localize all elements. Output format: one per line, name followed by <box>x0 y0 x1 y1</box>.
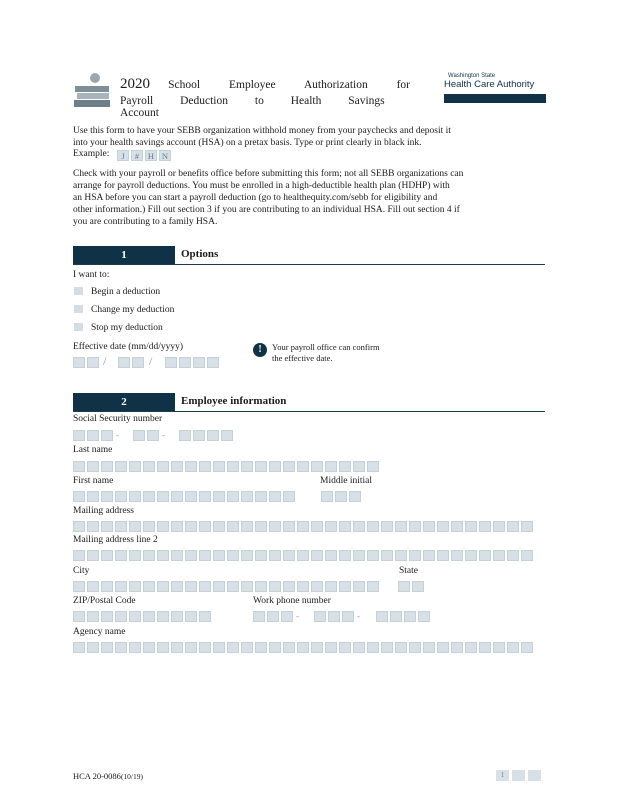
mailing-address-field[interactable] <box>73 521 533 532</box>
char-box <box>199 521 211 532</box>
char-box <box>255 550 267 561</box>
char-box <box>381 642 393 653</box>
char-box <box>241 581 253 592</box>
char-box <box>129 521 141 532</box>
effective-date-note: Your payroll office can confirm the effective date. <box>272 342 380 363</box>
char-box <box>325 581 337 592</box>
char-box <box>101 550 113 561</box>
char-box <box>395 550 407 561</box>
char-box <box>143 642 155 653</box>
phone-separator: - <box>357 611 360 621</box>
state-field[interactable] <box>398 581 424 592</box>
char-box <box>73 611 85 622</box>
ssn-part-1-field[interactable] <box>73 430 113 441</box>
page-number: 1 <box>496 770 509 781</box>
char-box <box>451 521 463 532</box>
char-box <box>171 521 183 532</box>
char-box <box>521 642 533 653</box>
char-box <box>269 491 281 502</box>
char-box <box>129 461 141 472</box>
i-want-to-label: I want to: <box>73 270 110 280</box>
char-box <box>493 550 505 561</box>
char-box <box>73 491 85 502</box>
logo-state: Washington State <box>448 73 496 79</box>
char-box <box>409 550 421 561</box>
char-box <box>171 611 183 622</box>
page-marker <box>528 770 541 781</box>
char-box <box>283 521 295 532</box>
char-box <box>143 581 155 592</box>
char-box <box>507 521 519 532</box>
char-box <box>437 521 449 532</box>
zip-label: ZIP/Postal Code <box>73 596 136 606</box>
char-box <box>213 642 225 653</box>
char-box <box>115 491 127 502</box>
char-box <box>171 642 183 653</box>
middle-initial-field[interactable] <box>321 491 361 502</box>
char-box <box>381 550 393 561</box>
char-box <box>423 550 435 561</box>
char-box <box>381 521 393 532</box>
example-box: H <box>145 150 157 161</box>
char-box <box>143 461 155 472</box>
char-box <box>465 550 477 561</box>
char-box <box>255 521 267 532</box>
page-marker <box>512 770 525 781</box>
char-box <box>297 461 309 472</box>
char-box <box>87 461 99 472</box>
logo-name: Health Care Authority <box>444 79 535 90</box>
char-box <box>87 611 99 622</box>
char-box <box>255 491 267 502</box>
hca-logo <box>444 73 546 109</box>
intro-paragraph-1: Use this form to have your SEBB organization withhold money from your paychecks and deposit it into your health savings account (HSA) on a pretax basis. Type or print clearly in black ink. <box>73 126 451 148</box>
char-box <box>101 581 113 592</box>
char-box <box>297 642 309 653</box>
char-box <box>409 521 421 532</box>
section-2-header <box>73 393 545 412</box>
char-box <box>199 581 211 592</box>
char-box <box>157 491 169 502</box>
form-year: 2020 <box>120 76 150 92</box>
char-box <box>227 521 239 532</box>
char-box <box>129 642 141 653</box>
char-box <box>269 550 281 561</box>
char-box <box>241 550 253 561</box>
char-box <box>115 461 127 472</box>
char-box <box>227 642 239 653</box>
char-box <box>157 461 169 472</box>
ssn-separator: - <box>116 430 119 440</box>
char-box <box>437 550 449 561</box>
char-box <box>325 550 337 561</box>
char-box <box>339 521 351 532</box>
char-box <box>465 521 477 532</box>
char-box <box>185 581 197 592</box>
char-box <box>325 461 337 472</box>
char-box <box>367 642 379 653</box>
char-box <box>507 642 519 653</box>
char-box <box>73 461 85 472</box>
char-box <box>185 550 197 561</box>
char-box <box>185 491 197 502</box>
char-box <box>143 491 155 502</box>
mailing-address-label: Mailing address <box>73 506 134 516</box>
char-box <box>339 550 351 561</box>
ssn-separator: - <box>162 430 165 440</box>
char-box <box>157 550 169 561</box>
char-box <box>367 581 379 592</box>
char-box <box>367 550 379 561</box>
char-box <box>129 550 141 561</box>
char-box <box>311 581 323 592</box>
char-box <box>241 642 253 653</box>
char-box <box>227 581 239 592</box>
char-box <box>129 491 141 502</box>
char-box <box>311 521 323 532</box>
effective-date-label: Effective date (mm/dd/yyyy) <box>73 342 184 352</box>
example-box: N <box>159 150 171 161</box>
intro-paragraph-2: Check with your payroll or benefits office before submitting this form; not all SEBB organizations can arrange for payroll deductions. You must be enrolled in a high-deductible health plan (HDHP) with an HSA before you can start a payroll deduction (go to healthequity.com/sebb for eligibility and other information.) Fill out section 3 if you are contributing to an individual HSA. Fill out section 4 if you are contributing to a family HSA. <box>73 169 464 227</box>
char-box <box>227 491 239 502</box>
char-box <box>87 491 99 502</box>
char-box <box>241 521 253 532</box>
char-box <box>73 521 85 532</box>
char-box <box>395 521 407 532</box>
char-box <box>325 521 337 532</box>
char-box <box>479 642 491 653</box>
phone-prefix-field[interactable] <box>314 611 354 622</box>
char-box <box>199 461 211 472</box>
city-field[interactable] <box>73 581 379 592</box>
char-box <box>157 581 169 592</box>
char-box <box>339 642 351 653</box>
char-box <box>493 642 505 653</box>
phone-separator: - <box>296 611 299 621</box>
char-box <box>73 581 85 592</box>
char-box <box>213 461 225 472</box>
char-box <box>157 611 169 622</box>
city-label: City <box>73 566 90 576</box>
effective-date-month-field[interactable] <box>73 357 99 368</box>
char-box <box>283 491 295 502</box>
example-boxes <box>117 150 171 161</box>
char-box <box>423 521 435 532</box>
middle-initial-label: Middle initial <box>320 476 372 486</box>
char-box <box>199 491 211 502</box>
char-box <box>157 521 169 532</box>
char-box <box>241 491 253 502</box>
stop-deduction-label: Stop my deduction <box>91 323 163 333</box>
char-box <box>395 642 407 653</box>
char-box <box>353 581 365 592</box>
char-box <box>255 642 267 653</box>
char-box <box>101 611 113 622</box>
char-box <box>87 550 99 561</box>
char-box <box>227 550 239 561</box>
char-box <box>423 642 435 653</box>
example-label: Example: <box>73 149 110 159</box>
char-box <box>283 642 295 653</box>
char-box <box>339 461 351 472</box>
char-box <box>283 581 295 592</box>
char-box <box>115 611 127 622</box>
section-2-title: Employee information <box>181 395 287 407</box>
char-box <box>353 521 365 532</box>
char-box <box>213 521 225 532</box>
first-name-field[interactable] <box>73 491 295 502</box>
char-box <box>269 461 281 472</box>
char-box <box>143 611 155 622</box>
char-box <box>367 461 379 472</box>
agency-name-label: Agency name <box>73 627 126 637</box>
char-box <box>507 550 519 561</box>
char-box <box>269 642 281 653</box>
char-box <box>73 550 85 561</box>
char-box <box>269 581 281 592</box>
char-box <box>129 581 141 592</box>
title-line-1: School Employee Authorization for <box>168 79 410 91</box>
form-title <box>120 76 420 119</box>
char-box <box>255 581 267 592</box>
stop-deduction-checkbox[interactable] <box>74 323 83 331</box>
char-box <box>101 491 113 502</box>
first-name-label: First name <box>73 476 114 486</box>
last-name-field[interactable] <box>73 461 379 472</box>
char-box <box>185 521 197 532</box>
effective-date-year-field[interactable] <box>165 357 219 368</box>
char-box <box>115 521 127 532</box>
hca-apple-books-icon <box>73 72 113 112</box>
section-2-number: 2 <box>73 393 175 411</box>
char-box <box>311 461 323 472</box>
phone-line-field[interactable] <box>376 611 430 622</box>
form-id: HCA 20-0086(10/19) <box>73 771 144 781</box>
char-box <box>213 581 225 592</box>
char-box <box>101 642 113 653</box>
char-box <box>129 611 141 622</box>
last-name-label: Last name <box>73 445 113 455</box>
char-box <box>255 461 267 472</box>
ssn-part-2-field[interactable] <box>133 430 159 441</box>
char-box <box>73 642 85 653</box>
char-box <box>269 521 281 532</box>
char-box <box>451 550 463 561</box>
phone-area-field[interactable] <box>253 611 293 622</box>
char-box <box>185 642 197 653</box>
char-box <box>521 521 533 532</box>
char-box <box>479 550 491 561</box>
char-box <box>311 550 323 561</box>
char-box <box>185 461 197 472</box>
section-1-header <box>73 246 545 265</box>
char-box <box>101 521 113 532</box>
begin-deduction-checkbox[interactable] <box>74 287 83 295</box>
char-box <box>241 461 253 472</box>
char-box <box>143 521 155 532</box>
char-box <box>171 491 183 502</box>
char-box <box>367 521 379 532</box>
example-box: J <box>117 150 129 161</box>
char-box <box>479 521 491 532</box>
char-box <box>283 461 295 472</box>
ssn-part-3-field[interactable] <box>179 430 233 441</box>
char-box <box>115 642 127 653</box>
char-box <box>87 642 99 653</box>
char-box <box>283 550 295 561</box>
char-box <box>437 642 449 653</box>
char-box <box>227 461 239 472</box>
work-phone-label: Work phone number <box>253 596 331 606</box>
char-box <box>465 642 477 653</box>
char-box <box>297 581 309 592</box>
section-1-number: 1 <box>73 246 175 264</box>
ssn-label: Social Security number <box>73 414 163 424</box>
mailing-address-2-label: Mailing address line 2 <box>73 535 158 545</box>
info-icon: ! <box>253 343 267 357</box>
char-box <box>521 550 533 561</box>
char-box <box>101 461 113 472</box>
char-box <box>115 550 127 561</box>
char-box <box>451 642 463 653</box>
char-box <box>171 461 183 472</box>
char-box <box>353 550 365 561</box>
logo-strip: SEBB PROGRAM <box>444 94 546 103</box>
date-separator: / <box>103 354 107 368</box>
char-box <box>325 642 337 653</box>
char-box <box>171 550 183 561</box>
agency-name-field[interactable] <box>73 642 533 653</box>
begin-deduction-label: Begin a deduction <box>91 287 161 297</box>
char-box <box>339 581 351 592</box>
state-label: State <box>399 566 418 576</box>
char-box <box>157 642 169 653</box>
char-box <box>409 642 421 653</box>
section-1-title: Options <box>181 248 219 260</box>
char-box <box>185 611 197 622</box>
char-box <box>297 521 309 532</box>
char-box <box>213 550 225 561</box>
char-box <box>353 461 365 472</box>
char-box <box>199 642 211 653</box>
change-deduction-checkbox[interactable] <box>74 305 83 313</box>
example-box: # <box>131 150 143 161</box>
char-box <box>115 581 127 592</box>
mailing-address-2-field[interactable] <box>73 550 533 561</box>
char-box <box>199 611 211 622</box>
title-line-2: Payroll Deduction to Health Savings Account <box>120 95 385 119</box>
char-box <box>493 521 505 532</box>
effective-date-day-field[interactable] <box>118 357 144 368</box>
date-separator: / <box>149 354 153 368</box>
char-box <box>311 642 323 653</box>
char-box <box>171 581 183 592</box>
char-box <box>213 491 225 502</box>
char-box <box>87 521 99 532</box>
zip-field[interactable] <box>73 611 211 622</box>
char-box <box>297 550 309 561</box>
char-box <box>143 550 155 561</box>
change-deduction-label: Change my deduction <box>91 305 175 315</box>
char-box <box>353 642 365 653</box>
char-box <box>199 550 211 561</box>
char-box <box>87 581 99 592</box>
